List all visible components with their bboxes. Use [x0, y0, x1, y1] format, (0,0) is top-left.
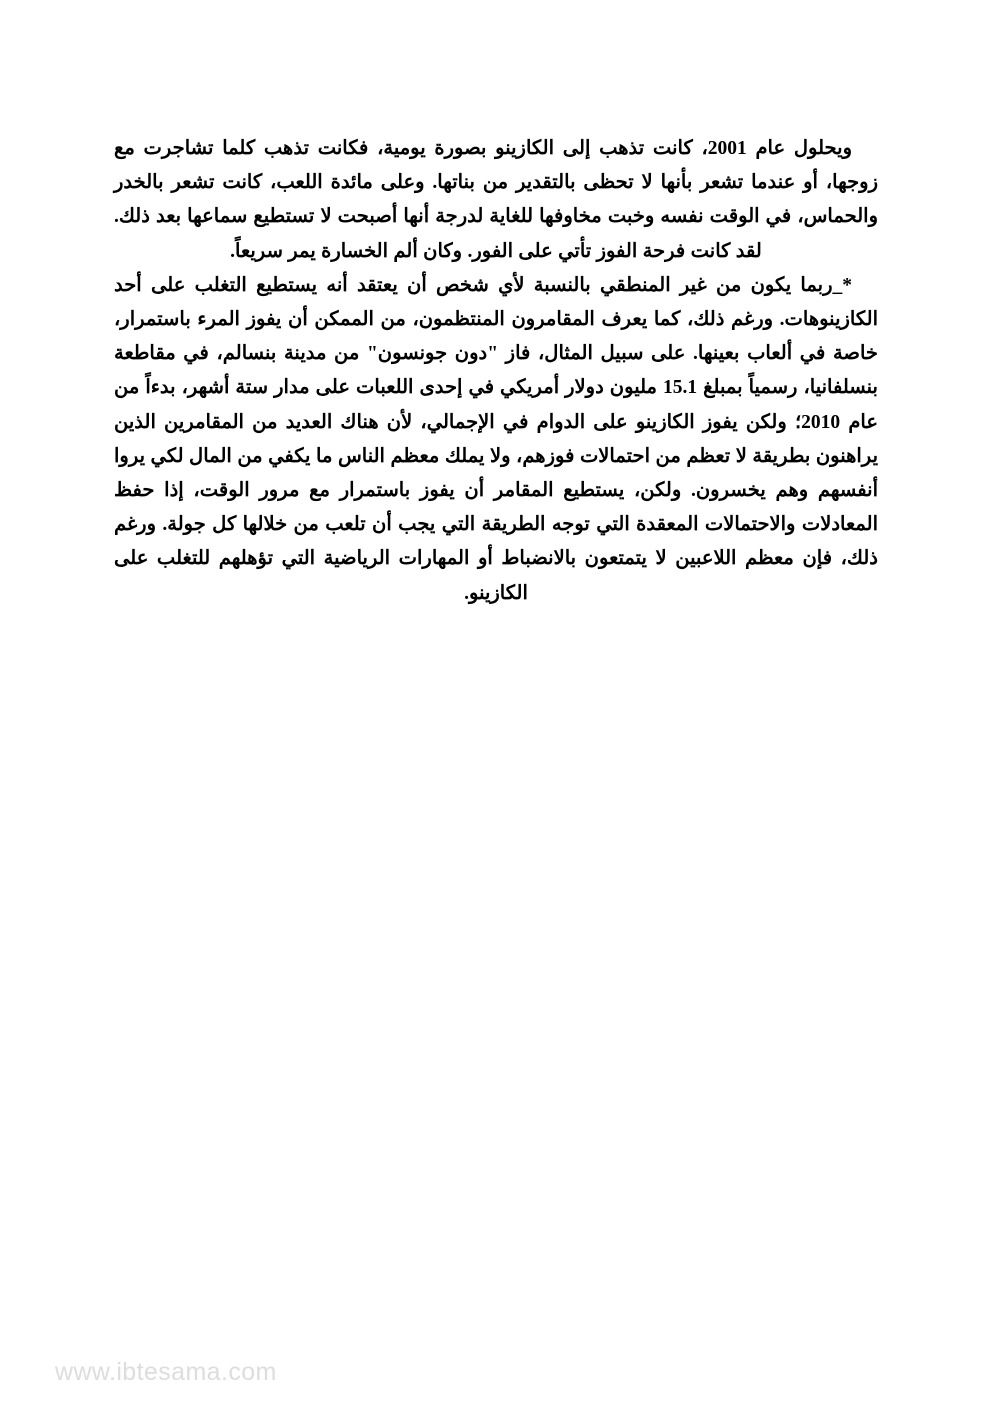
site-watermark: www.ibtesama.com: [55, 1358, 277, 1386]
paragraph-2: [114, 269, 878, 611]
paragraph-2-text: ربما يكون من غير المنطقي بالنسبة لأي شخص أن يعتقد أنه يستطيع التغلب على أحد الكازينوهات. ورغم ذلك، كما يعرف المقامرون المنتظمون، من الممكن أن يفوز المرء باستمرار، خاصة في ألعاب بعينها. على سبيل المثال، فاز "دون جونسون" من مدينة بنسالم، في مقاطعة بنسلفانيا، رسمياً بمبلغ 15.1 مليون دولار أمريكي في إحدى اللعبات على مدار ستة أشهر، بدءاً من عام 2010؛ ولكن يفوز الكازينو على الدوام في الإجمالي، لأن هناك العديد من المقامرين الذين يراهنون بطريقة لا تعظم من احتمالات فوزهم، ولا يملك معظم الناس ما يكفي من المال لكي يروا أنفسهم وهم يخسرون. ولكن، يستطيع المقامر أن يفوز باستمرار مع مرور الوقت، إذا حفظ المعادلات والاحتمالات المعقدة التي توجه الطريقة التي يجب أن تلعب من خلالها كل جولة. ورغم ذلك، فإن معظم اللاعبين لا يتمتعون بالانضباط أو المهارات الرياضية التي تؤهلهم للتغلب على الكازينو.: [114, 274, 878, 604]
paragraph-1-text: ويحلول عام 2001، كانت تذهب إلى الكازينو بصورة يومية، فكانت تذهب كلما تشاجرت مع زوجها، أو عندما تشعر بأنها لا تحظى بالتقدير من بناتها. وعلى مائدة اللعب، كانت تشعر بالخدر والحماس، في الوقت نفسه وخبت مخاوفها للغاية لدرجة أنها أصبحت لا تستطيع سماعها بعد ذلك. لقد كانت فرحة الفوز تأتي على الفور. وكان ألم الخسارة يمر سريعاً.: [114, 138, 878, 262]
paragraph-1: [114, 132, 878, 269]
document-text-body: [114, 132, 878, 611]
footnote-marker: *_: [832, 274, 852, 296]
